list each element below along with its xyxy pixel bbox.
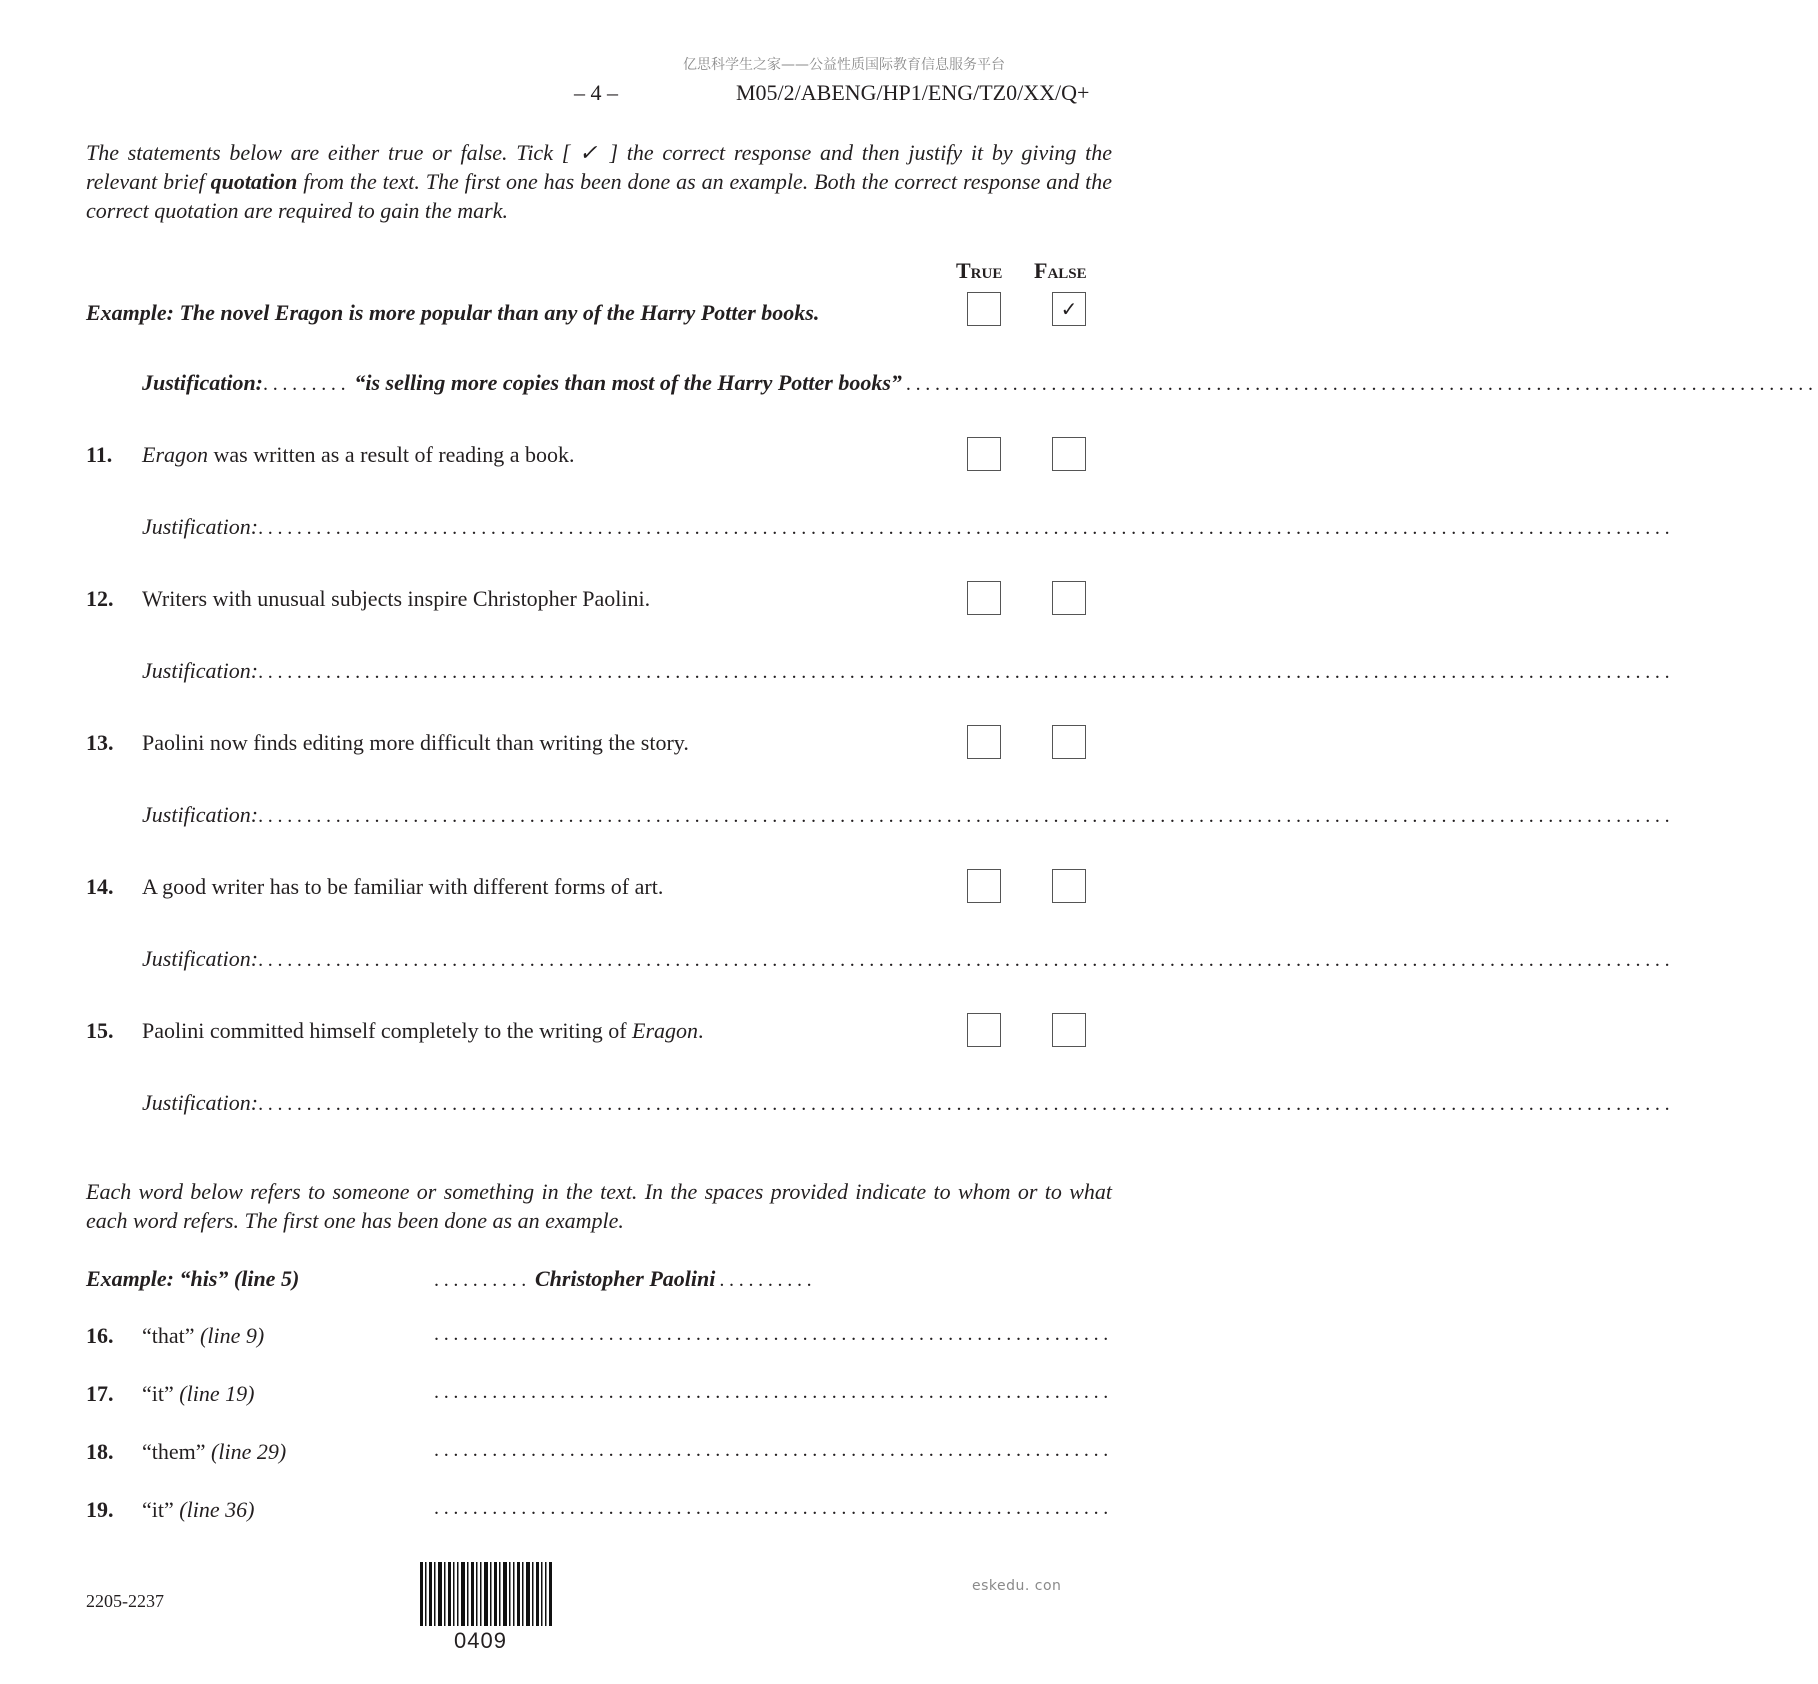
- reference-example-answer-line: [434, 1266, 880, 1292]
- answer-dot-line[interactable]: ..................................................................................................................................................: [258, 949, 1675, 971]
- instruction-bold-word: quotation: [210, 169, 298, 194]
- example-true-checkbox[interactable]: [967, 292, 1001, 326]
- question-number: 14.: [86, 874, 114, 899]
- reference-instructions: Each word below refers to someone or something in the text. In the spaces provided indicate to whom or to what each word refers. The first one has been done as an example.: [86, 1179, 1112, 1233]
- reference-number: 18.: [86, 1439, 114, 1464]
- question-statement: Writers with unusual subjects inspire Christopher Paolini.: [142, 586, 651, 611]
- watermark-text: 亿思科学生之家——公益性质国际教育信息服务平台: [683, 57, 1005, 73]
- quoted-word: “it”: [142, 1381, 174, 1406]
- q11-true-checkbox[interactable]: [967, 437, 1001, 471]
- checkmark-icon: ✓: [1060, 297, 1078, 321]
- justification-label: Justification:: [142, 658, 259, 683]
- question-statement: [142, 1018, 704, 1044]
- dot-leader: ......................................................................: [434, 1381, 1113, 1403]
- barcode-number: 0409: [454, 1628, 507, 1653]
- answer-dot-line[interactable]: ..................................................................................................................................................: [258, 661, 1675, 683]
- column-header-false: False: [1034, 258, 1087, 283]
- reference-word: [142, 1323, 264, 1349]
- justification-label: Justification:: [142, 1090, 259, 1115]
- justification-label: Justification:: [142, 946, 259, 971]
- reference-word: [142, 1381, 254, 1407]
- line-reference: (line 29): [211, 1439, 287, 1464]
- line-reference: (line 9): [200, 1323, 265, 1348]
- paper-code: M05/2/ABENG/HP1/ENG/TZ0/XX/Q+: [736, 80, 1090, 105]
- dot-leader: ......................................................................: [434, 1323, 1113, 1345]
- q13-justification[interactable]: [142, 802, 1675, 828]
- dot-leader: .........: [263, 373, 351, 395]
- justification-label: Justification:: [142, 802, 259, 827]
- line-reference: (line 36): [179, 1497, 255, 1522]
- question-number: 12.: [86, 586, 114, 611]
- reference-number: 17.: [86, 1381, 114, 1406]
- statement-text: was written as a result of reading a book.: [208, 442, 575, 467]
- answer-dot-line[interactable]: ..................................................................................................................................................: [258, 517, 1675, 539]
- question-statement: [142, 442, 575, 468]
- answer-dot-line[interactable]: [434, 1439, 1113, 1462]
- q11-false-checkbox[interactable]: [1052, 437, 1086, 471]
- answer-dot-line[interactable]: [434, 1381, 1113, 1404]
- answer-dot-line[interactable]: [434, 1323, 1113, 1346]
- true-false-instructions: [86, 138, 1112, 225]
- justification-label: Justification:: [142, 514, 259, 539]
- reference-row: [86, 1497, 1113, 1527]
- dot-leader: ......................................................................: [434, 1439, 1113, 1461]
- barcode-icon: [420, 1562, 552, 1626]
- question-statement: A good writer has to be familiar with different forms of art.: [142, 874, 664, 899]
- reference-example-answer: Christopher Paolini: [535, 1266, 716, 1291]
- q14-false-checkbox[interactable]: [1052, 869, 1086, 903]
- question-statement: Paolini now finds editing more difficult than writing the story.: [142, 730, 689, 755]
- justification-label: Justification:: [142, 370, 264, 395]
- reference-word: [142, 1439, 286, 1465]
- answer-dot-line[interactable]: ..................................................................................................................................................: [258, 1093, 1675, 1115]
- question-number: 11.: [86, 442, 113, 467]
- example-false-checkbox[interactable]: [1052, 292, 1086, 326]
- reference-row: [86, 1439, 1113, 1469]
- italic-title: Eragon: [632, 1018, 699, 1043]
- page-number: – 4 –: [574, 80, 618, 105]
- instruction-part: from the text. The first one has been done as an example. Both the correct response and the correct quotation are required to gain the mark.: [86, 169, 1112, 223]
- q14-justification[interactable]: [142, 946, 1675, 972]
- dot-leader: ..........: [434, 1269, 531, 1291]
- q12-true-checkbox[interactable]: [967, 581, 1001, 615]
- q11-justification[interactable]: [142, 514, 1675, 540]
- example-justification: [142, 370, 1818, 396]
- statement-text: Paolini committed himself completely to the writing of: [142, 1018, 633, 1043]
- column-header-true: True: [956, 258, 1003, 283]
- example-quotation: “is selling more copies than most of the Harry Potter books”: [354, 370, 902, 395]
- question-number: 13.: [86, 730, 114, 755]
- q15-justification[interactable]: [142, 1090, 1675, 1116]
- quoted-word: “that”: [142, 1323, 195, 1348]
- reference-example-row: [86, 1266, 1106, 1296]
- reference-word: [142, 1497, 254, 1523]
- q13-true-checkbox[interactable]: [967, 725, 1001, 759]
- quoted-word: “them”: [142, 1439, 206, 1464]
- dot-leader: ......................................................................: [434, 1497, 1113, 1519]
- answer-dot-line[interactable]: ..................................................................................................................................................: [258, 805, 1675, 827]
- reference-example-label: Example: “his” (line 5): [86, 1266, 300, 1291]
- answer-dot-line[interactable]: [434, 1497, 1113, 1520]
- italic-title: Eragon: [142, 442, 208, 467]
- reference-row: [86, 1381, 1113, 1411]
- reference-row: [86, 1323, 1113, 1353]
- reference-number: 19.: [86, 1497, 114, 1522]
- reference-number: 16.: [86, 1323, 114, 1348]
- dot-leader: ..........: [719, 1269, 817, 1291]
- quoted-word: “it”: [142, 1497, 174, 1522]
- footer-code: 2205-2237: [86, 1591, 164, 1611]
- line-reference: (line 19): [179, 1381, 255, 1406]
- q12-justification[interactable]: [142, 658, 1675, 684]
- q15-true-checkbox[interactable]: [967, 1013, 1001, 1047]
- question-number: 15.: [86, 1018, 114, 1043]
- q13-false-checkbox[interactable]: [1052, 725, 1086, 759]
- q15-false-checkbox[interactable]: [1052, 1013, 1086, 1047]
- q14-true-checkbox[interactable]: [967, 869, 1001, 903]
- footer-site-watermark: eskedu. con: [972, 1578, 1062, 1594]
- example-statement: Example: The novel Eragon is more popular than any of the Harry Potter books.: [86, 300, 820, 325]
- instruction-part: The statements below are either true or false. Tick [ ✓ ] the correct response and then justify it by giving the relevant brief: [86, 140, 1112, 194]
- statement-text: .: [698, 1018, 704, 1043]
- dot-leader: ..............................................................................................: [905, 373, 1818, 395]
- q12-false-checkbox[interactable]: [1052, 581, 1086, 615]
